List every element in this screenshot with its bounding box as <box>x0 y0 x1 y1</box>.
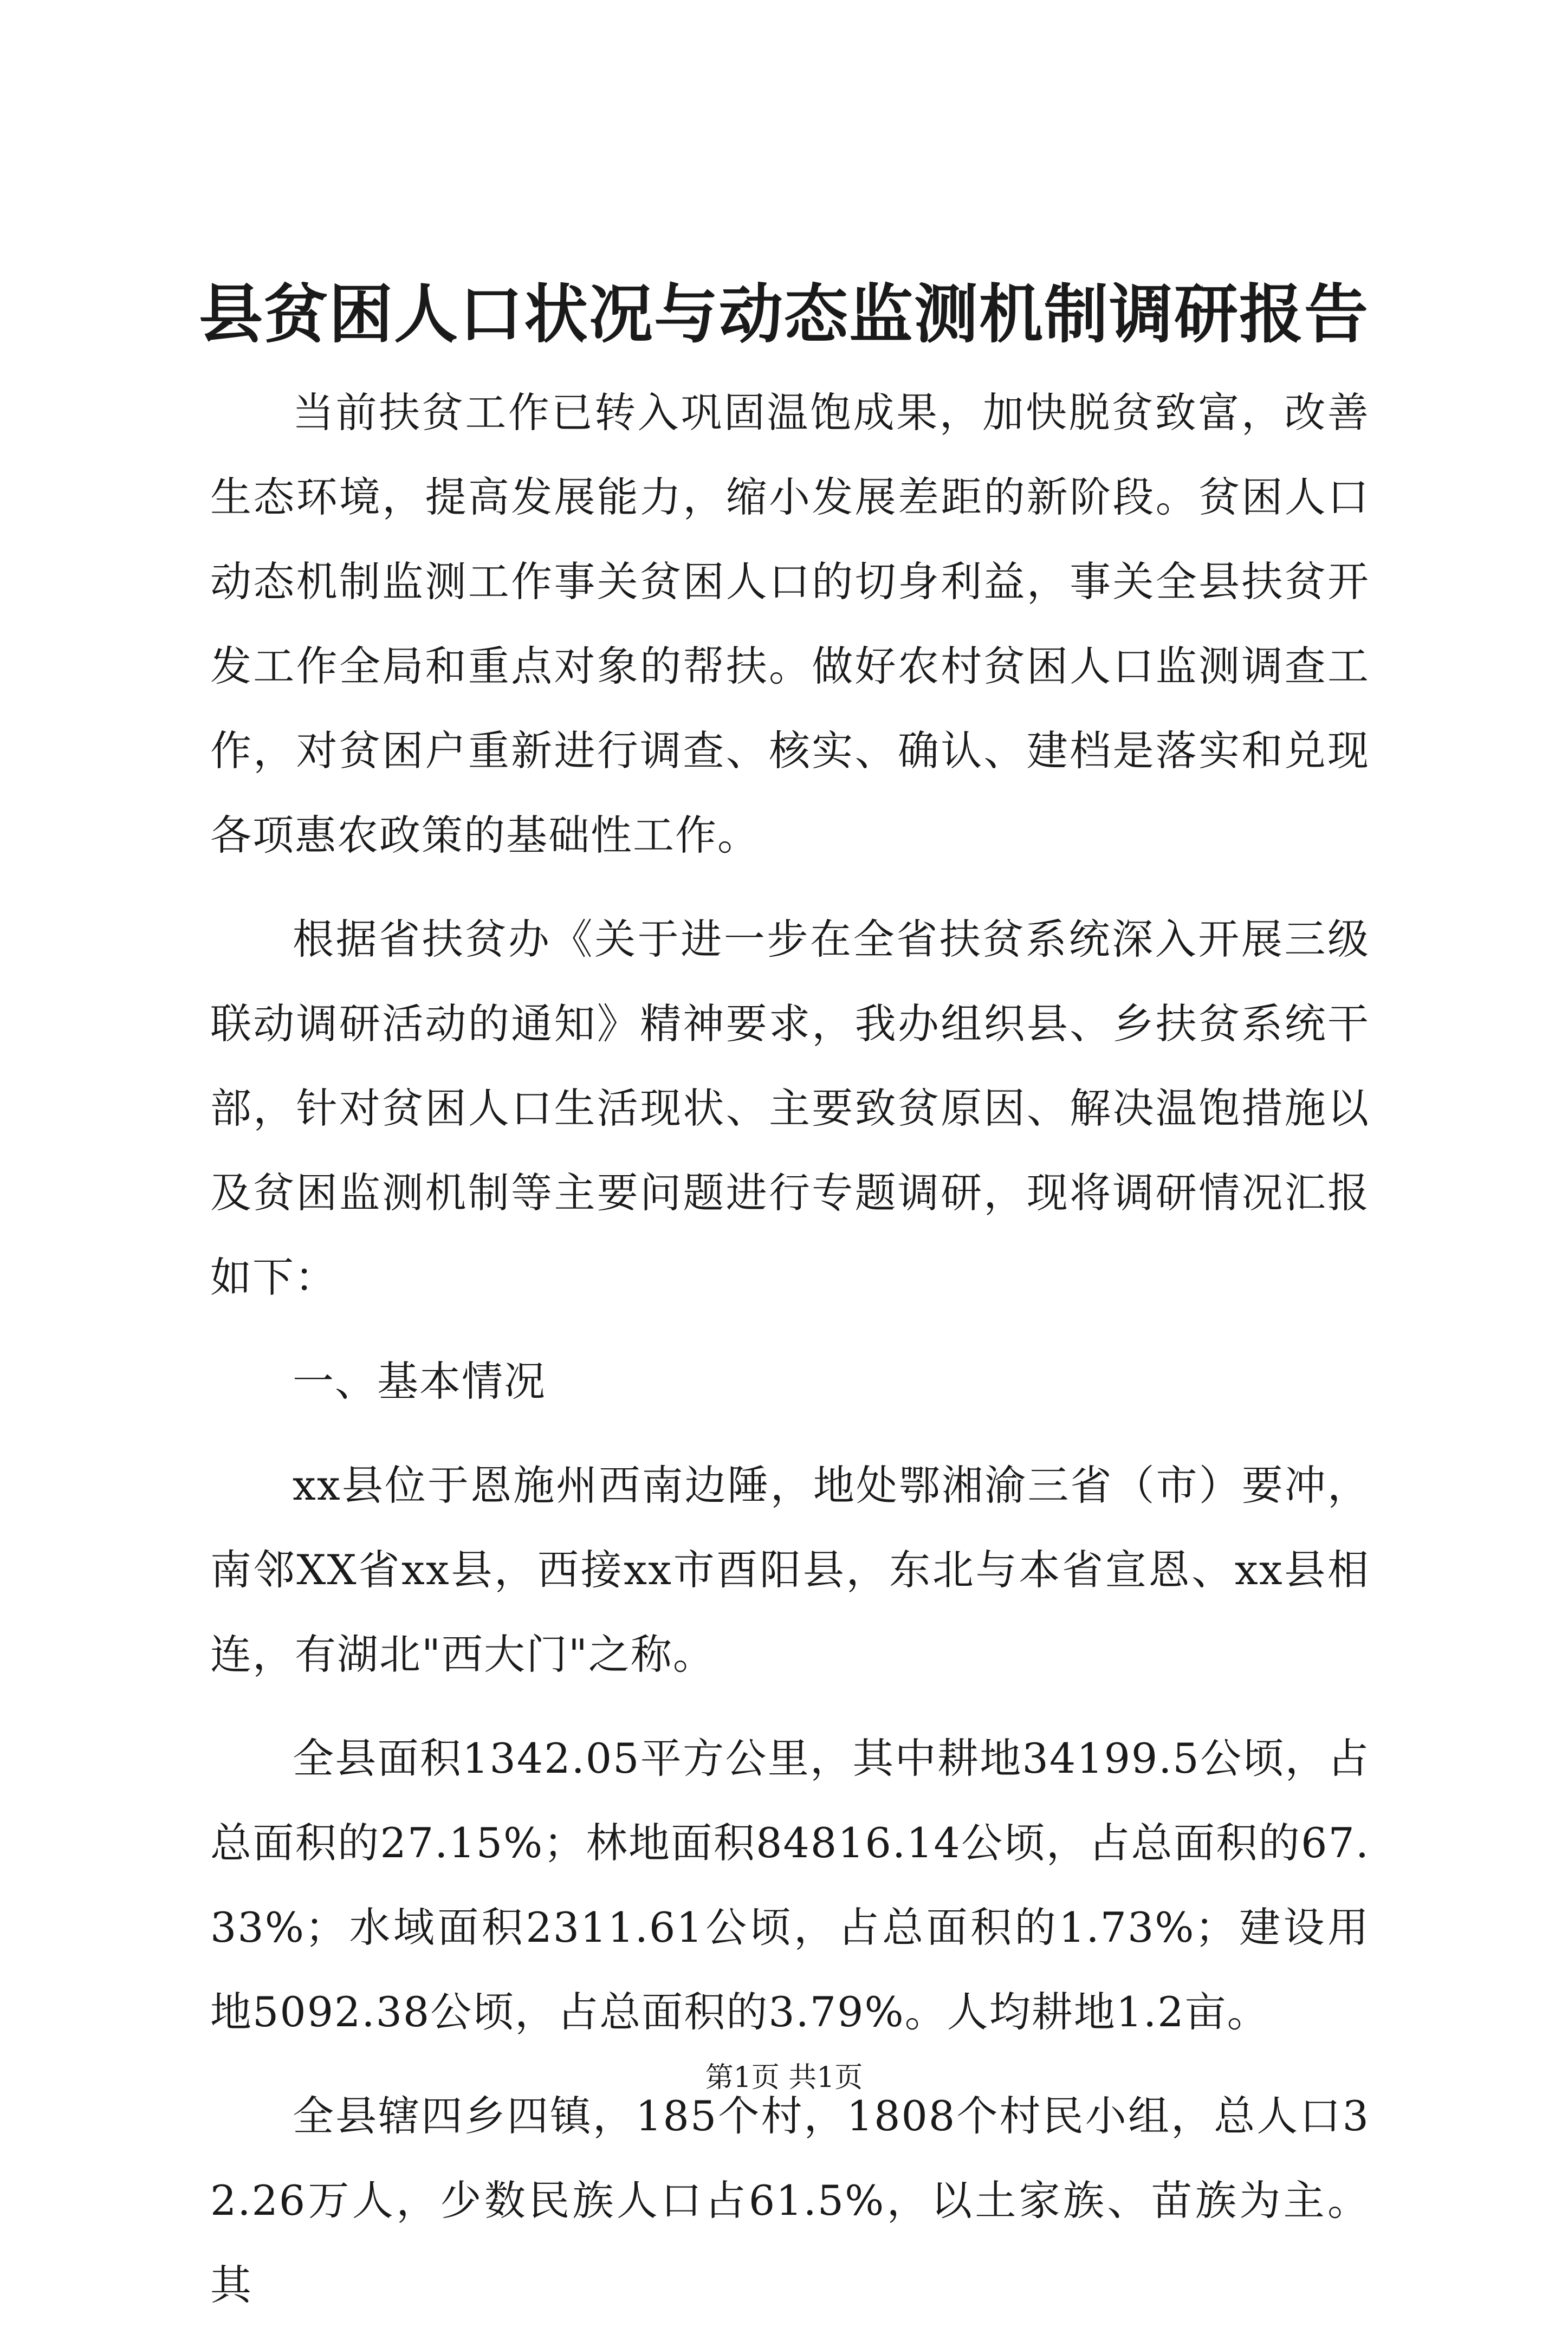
document-title: 县贫困人口状况与动态监测机制调研报告 <box>198 276 1369 352</box>
paragraph-area: 全县面积1342.05平方公里，其中耕地34199.5公顷，占总面积的27.15%；林地面积84816.14公顷，占总面积的67.33%；水域面积2311.61公顷，占总面积的1.73%；建设用地5092.38公顷，占总面积的3.79%。人均耕地1.2亩。 <box>210 1734 1370 2036</box>
section-heading-basic-situation: 一、基本情况 <box>293 1357 546 1405</box>
document-body <box>210 371 1370 2347</box>
paragraph-population: 全县辖四乡四镇，185个村，1808个村民小组，总人口32.26万人，少数民族人口占61.5%，以土家族、苗族为主。其 <box>210 2092 1370 2309</box>
paragraph-basis: 根据省扶贫办《关于进一步在全省扶贫系统深入开展三级联动调研活动的通知》精神要求，我办组织县、乡扶贫系统干部，针对贫困人口生活现状、主要致贫原因、解决温饱措施以及贫困监测机制等主要问题进行专题调研，现将调研情况汇报如下： <box>210 915 1370 1301</box>
paragraph-location: xx县位于恩施州西南边陲，地处鄂湘渝三省（市）要冲，南邻XX省xx县，西接xx市酉阳县，东北与本省宣恩、xx县相连，有湖北"西大门"之称。 <box>210 1461 1370 1678</box>
paragraph-intro: 当前扶贫工作已转入巩固温饱成果，加快脱贫致富，改善生态环境，提高发展能力，缩小发展差距的新阶段。贫困人口动态机制监测工作事关贫困人口的切身利益，事关全县扶贫开发工作全局和重点对象的帮扶。做好农村贫困人口监测调查工作，对贫困户重新进行调查、核实、确认、建档是落实和兑现各项惠农政策的基础性工作。 <box>210 388 1370 859</box>
page-number-footer: 第1页 共1页 <box>705 2061 863 2094</box>
